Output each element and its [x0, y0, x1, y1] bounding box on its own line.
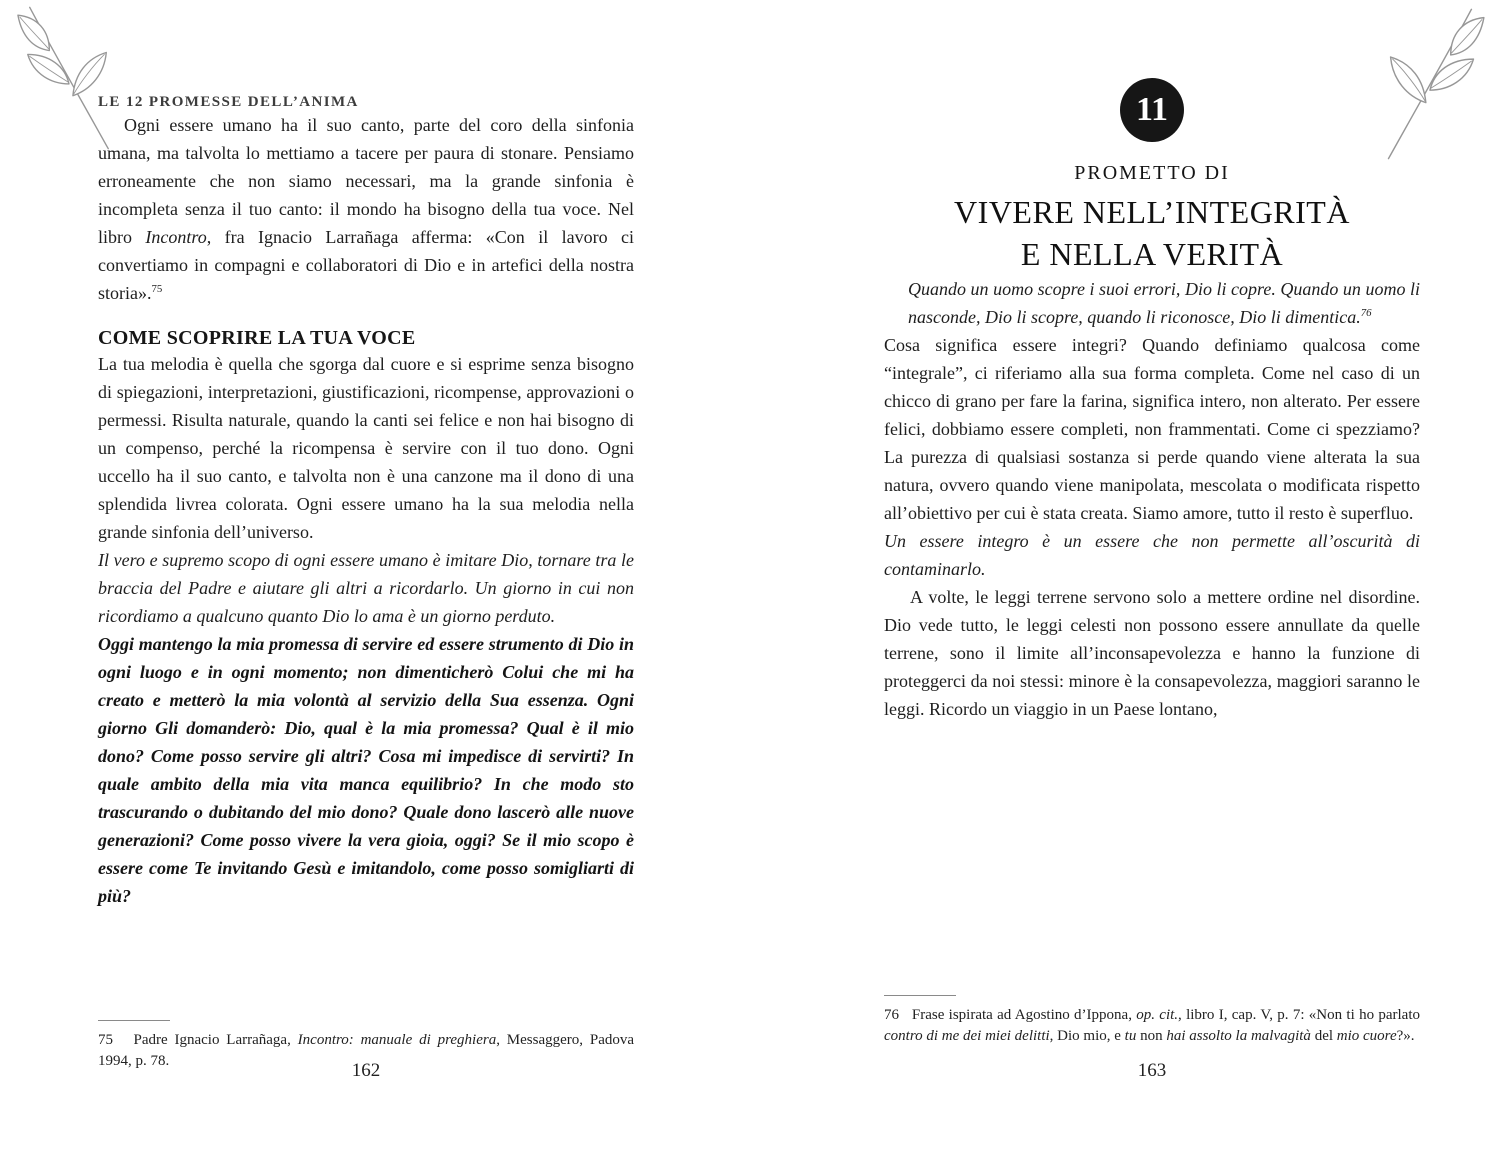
footnote-text: 75 Padre Ignacio Larrañaga, Incontro: manuale di preghiera, Messaggero, Padova 1994, p. 78. [98, 1032, 635, 1069]
laws-paragraph: A volte, le leggi terrene servono solo a mettere ordine nel disordine. Dio vede tutto, le leggi celesti non possono essere annullate da quelle terrene, sono il limite all’inconsapevolezza e hanno la funzione di proteggerci da noi stessi: minore è la consapevolezza, maggiori saranno le leggi. Ricordo un viaggio in un Paese lontano, [884, 587, 1420, 719]
chapter-kicker: PROMETTO DI [1074, 162, 1230, 184]
footnote-rule [98, 1020, 170, 1021]
section-heading: COME SCOPRIRE LA TUA VOCE [98, 327, 416, 349]
chapter-number-badge [1120, 78, 1184, 142]
promise-paragraph: Oggi mantengo la mia promessa di servire ed essere strumento di Dio in ogni luogo e in ogni momento; non dimenticherò Colui che mi ha creato e metterò la mia volontà al servizio della Sua essenza. Ogni giorno Gli domanderò: Dio, qual è la mia promessa? Qual è il mio dono? Come posso servire gli altri? Cosa mi impedisce di servirti? In quale ambito della mia vita manca equilibrio? In che modo sto trascurando o dubitando del mio dono? Quale dono lascerò alle nuove generazioni? Come posso vivere la vera gioia, oggi? Se il mio scopo è essere come Te invitando Gesù e imitandolo, come posso somigliarti di più? [98, 634, 634, 906]
page-right [884, 0, 1420, 1155]
page-number: 163 [1137, 1060, 1167, 1081]
voice-paragraph: La tua melodia è quella che sgorga dal cuore e si esprime senza bisogno di spiegazioni, interpretazioni, giustificazioni, ricompense, approvazioni o permessi. Risulta naturale, quando la canti sei felice e non hai bisogno di un compenso, perché la ricompensa è servire con il tuo dono. Ogni uccello ha il suo canto, e talvolta non è una canzone ma il dono di una splendida livrea colorata. Ogni essere umano ha la sua melodia nella grande sinfonia dell’universo. [98, 354, 634, 542]
integrity-statement-paragraph: Un essere integro è un essere che non permette all’oscurità di contaminarlo. [884, 531, 1420, 579]
epigraph-paragraph: Quando un uomo scopre i suoi errori, Dio li copre. Quando un uomo li nasconde, Dio li scopre, quando li riconosce, Dio li dimentica.$^{76}$ [908, 279, 1420, 327]
running-header: LE 12 PROMESSE DELL’ANIMA [98, 94, 359, 110]
footnote-text: 76 Frase ispirata ad Agostino d’Ippona, op. cit., libro I, cap. V, p. 7: «Non ti ho parlato contro di me dei miei delitti, Dio mio, e tu non hai assolto la malvagità del mio cuore?». [884, 1007, 1421, 1044]
page-number: 162 [351, 1060, 381, 1081]
chapter-title-line1: VIVERE NELL’INTEGRITÀ [954, 194, 1350, 230]
integrity-paragraph: Cosa significa essere integri? Quando definiamo qualcosa come “integrale”, ci riferiamo alla sua forma completa. Come nel caso di un chicco di grano per fare la farina, significa intero, non alterato. Per essere felici, dobbiamo essere completi, non frammentati. Come ci spezziamo? La purezza di qualsiasi sostanza si perde quando viene alterata la sua natura, ovvero quando viene manipolata, mescolata o modificata rispetto all’obiettivo per cui è stata creata. Siamo amore, tutto il resto è superfluo. [884, 335, 1420, 523]
purpose-paragraph: Il vero e supremo scopo di ogni essere umano è imitare Dio, tornare tra le braccia del Padre e aiutare gli altri a ricordarlo. Un giorno in cui non ricordiamo a qualcuno quanto Dio lo ama è un giorno perduto. [98, 550, 634, 626]
footnote [884, 995, 1420, 1047]
chapter-title-line2: E NELLA VERITÀ [1020, 236, 1284, 272]
intro-paragraph: Ogni essere umano ha il suo canto, parte del coro della sinfonia umana, ma talvolta lo mettiamo a tacere per paura di stonare. Pensiamo erroneamente che non siamo necessari, ma la grande sinfonia è incompleta senza il tuo canto: il mondo ha bisogno della tua voce. Nel libro Incontro, fra Ignacio Larrañaga afferma: «Con il lavoro ci convertiamo in compagni e collaboratori di Dio e in artefici della nostra storia».$^{75}$ [98, 115, 634, 303]
chapter-title [884, 191, 1420, 275]
page-left [98, 0, 634, 1155]
footnote-rule [884, 995, 956, 996]
chapter-number: 11 [1135, 91, 1169, 128]
